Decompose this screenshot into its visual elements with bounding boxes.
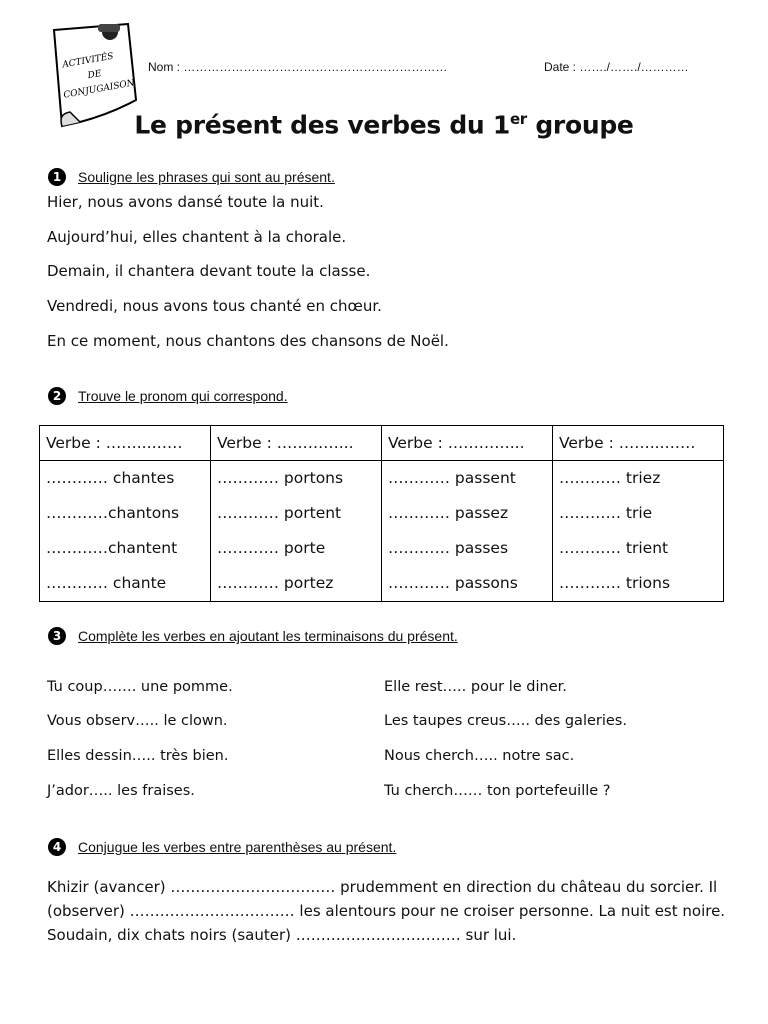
- conjugated-verb: ………… trions: [559, 574, 671, 592]
- ex1-sentence: Aujourd’hui, elles chantent à la chorale.: [47, 228, 347, 246]
- ex3-right-sentence: Tu cherch…… ton portefeuille ?: [384, 783, 611, 799]
- exercise-1-heading: [48, 168, 335, 186]
- verb-header: Verbe : ……...……: [553, 426, 724, 461]
- exercise-4-instruction: Conjugue les verbes entre parenthèses au présent.: [78, 839, 397, 855]
- ex1-sentence: Vendredi, nous avons tous chanté en chœur.: [47, 297, 382, 315]
- ex3-right-sentence: Elle rest….. pour le diner.: [384, 679, 567, 695]
- logo-line3: CONJUGAISON: [62, 78, 136, 101]
- ex1-sentence: Demain, il chantera devant toute la classe.: [47, 262, 371, 280]
- number-4-icon: 4: [48, 838, 66, 856]
- logo-line2: DE: [86, 69, 103, 82]
- number-1-icon: 1: [48, 168, 66, 186]
- ex3-left-sentence: J’ador….. les fraises.: [47, 783, 195, 799]
- conjugated-verb: ………… trie: [559, 504, 653, 522]
- conjugated-verb: …………chantons: [46, 504, 180, 522]
- page-title: Le présent des verbes du 1er groupe: [134, 110, 634, 140]
- ex3-left-sentence: Elles dessin….. très bien.: [47, 748, 229, 764]
- conjugated-verb: ………… chante: [46, 574, 167, 592]
- table-row: [40, 461, 724, 602]
- ex1-sentence: Hier, nous avons dansé toute la nuit.: [47, 193, 324, 211]
- exercise-4-heading: [48, 838, 396, 856]
- verb-column: [382, 461, 553, 602]
- conjugated-verb: ………… triez: [559, 469, 661, 487]
- conjugated-verb: ………… trient: [559, 539, 669, 557]
- table-header-row: [40, 426, 724, 461]
- conjugated-verb: ………… passent: [388, 469, 516, 487]
- name-field: Nom : …………………………………………………………: [148, 60, 448, 74]
- verb-column: [40, 461, 211, 602]
- ex3-left-sentence: Tu coup……. une pomme.: [47, 679, 233, 695]
- conjugated-verb: ………… portez: [217, 574, 334, 592]
- ex3-right-sentence: Les taupes creus….. des galeries.: [384, 713, 627, 729]
- conjugated-verb: ………… passes: [388, 539, 509, 557]
- conjugated-verb: …………chantent: [46, 539, 178, 557]
- date-field: Date : ……./……./…………: [544, 60, 689, 74]
- exercise-3-instruction: Complète les verbes en ajoutant les terminaisons du présent.: [78, 628, 458, 644]
- verb-column: [553, 461, 724, 602]
- conjugated-verb: ………… passons: [388, 574, 518, 592]
- exercise-2-heading: [48, 387, 288, 405]
- conjugated-verb: ………… portons: [217, 469, 344, 487]
- exercise-2-instruction: Trouve le pronom qui correspond.: [78, 388, 288, 404]
- ex3-right-sentence: Nous cherch….. notre sac.: [384, 748, 575, 764]
- ex3-left-sentence: Vous observ….. le clown.: [47, 713, 228, 729]
- conjugated-verb: ………… chantes: [46, 469, 175, 487]
- verb-header: Verbe : …………...: [211, 426, 382, 461]
- conjugated-verb: ………… passez: [388, 504, 509, 522]
- logo-line1: ACTIVITÉS: [61, 51, 115, 71]
- number-3-icon: 3: [48, 627, 66, 645]
- conjugated-verb: ………… porte: [217, 539, 326, 557]
- verb-header: Verbe : ……...……: [40, 426, 211, 461]
- conjugated-verb: ………… portent: [217, 504, 342, 522]
- number-2-icon: 2: [48, 387, 66, 405]
- verb-header: Verbe : …………...: [382, 426, 553, 461]
- pronoun-table: [39, 425, 724, 602]
- exercise-3-heading: [48, 627, 458, 645]
- ex4-paragraph: Khizir (avancer) …………………………… prudemment en direction du château du sorcier. Il (observer) …………………………… les alentours pour ne croiser personne. La nuit est noire. Soudain, dix chats noirs (sauter) …………………………… sur lui.: [47, 878, 726, 944]
- exercise-1-instruction: Souligne les phrases qui sont au présent.: [78, 169, 335, 185]
- verb-column: [211, 461, 382, 602]
- ex1-sentence: En ce moment, nous chantons des chansons de Noël.: [47, 332, 449, 350]
